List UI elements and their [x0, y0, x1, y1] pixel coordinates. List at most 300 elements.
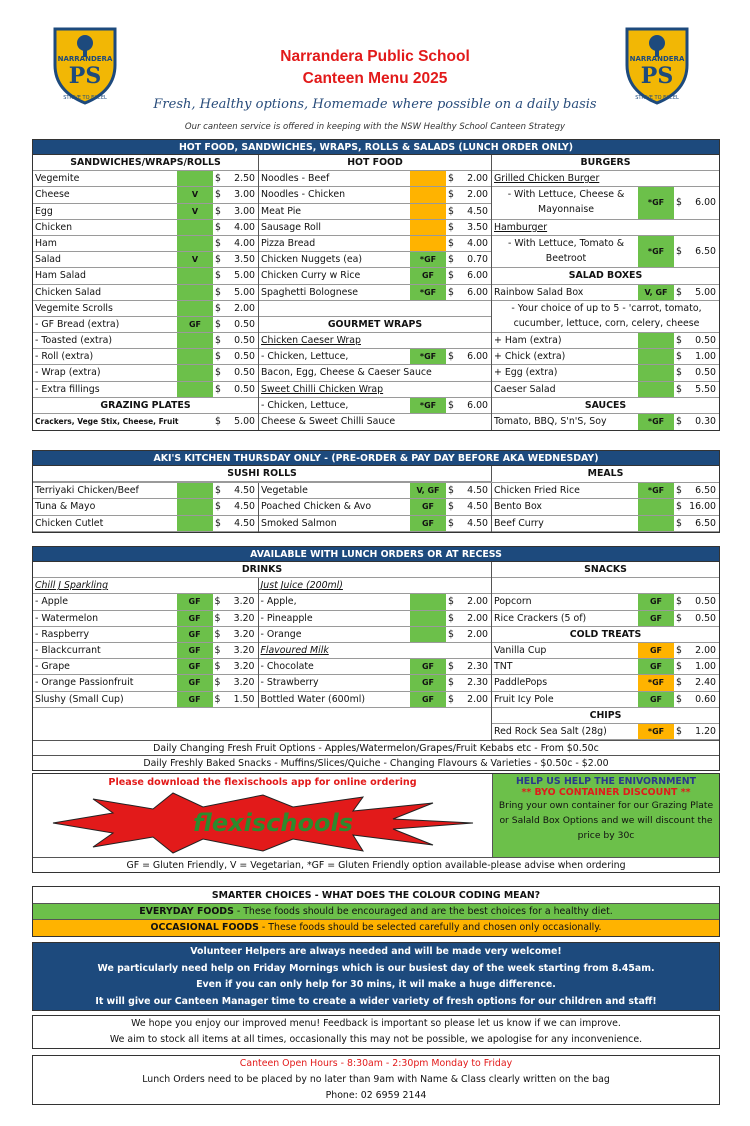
menu-title: Canteen Menu 2025	[302, 70, 448, 87]
list-item	[33, 594, 258, 610]
sushi-heading: SUSHI ROLLS	[33, 466, 492, 482]
list-item	[492, 349, 719, 365]
item-name: - Pineapple	[260, 612, 313, 624]
item-name: + Egg (extra)	[494, 367, 558, 379]
currency: $	[215, 189, 221, 201]
environment-box	[492, 774, 719, 857]
item-price: 3.00	[234, 205, 255, 217]
list-item	[259, 268, 491, 284]
item-price: 3.20	[233, 596, 255, 608]
item-name: + Ham (extra)	[494, 335, 562, 347]
item-price: 3.20	[233, 628, 255, 640]
currency: $	[676, 644, 682, 656]
currency: $	[215, 351, 221, 363]
item-price: 0.50	[695, 596, 716, 608]
diet-tag: GF	[638, 643, 674, 658]
diet-tag: *GF	[410, 285, 446, 300]
item-name: Noodles - Chicken	[261, 189, 346, 201]
list-item	[33, 187, 258, 203]
item-name: Tomato, BBQ, S'n'S, Soy	[494, 416, 607, 428]
item-price: 2.40	[695, 677, 716, 689]
diet-tag	[177, 382, 213, 397]
currency: $	[448, 677, 454, 689]
occasional-label: OCCASIONAL FOODS	[150, 922, 259, 933]
snacks-heading: SNACKS	[492, 562, 719, 578]
list-item	[33, 301, 258, 317]
section-bar: AKI'S KITCHEN THURSDAY ONLY - (PRE-ORDER & PAY DAY BEFORE AKA WEDNESDAY)	[33, 451, 719, 466]
list-item	[259, 236, 491, 252]
diet-tag	[177, 171, 213, 186]
item-price: 2.00	[467, 693, 488, 705]
juice-milk-column	[259, 578, 491, 708]
item-price: 0.50	[695, 335, 716, 347]
currency: $	[676, 612, 682, 624]
currency: $	[214, 661, 221, 673]
item-name: Chicken Nuggets (ea)	[261, 254, 363, 266]
list-item	[259, 349, 491, 365]
diet-tag	[177, 499, 213, 514]
item-price: 5.50	[695, 383, 716, 395]
currency: $	[448, 485, 454, 497]
volunteer-section	[32, 942, 720, 1011]
item-name: Rainbow Salad Box	[494, 286, 584, 298]
list-item	[492, 187, 719, 219]
item-price: 6.00	[467, 399, 488, 411]
diet-tag	[410, 627, 446, 642]
diet-tag	[177, 333, 213, 348]
list-item	[492, 285, 719, 301]
item-name: Chill J Sparkling	[35, 580, 109, 592]
list-item	[259, 285, 491, 301]
currency: $	[215, 173, 221, 185]
item-desc: Bacon, Egg, Cheese & Caeser Sauce	[261, 367, 432, 379]
item-name: Chicken	[35, 221, 73, 233]
item-price: 0.50	[234, 367, 255, 379]
diet-tag: *GF	[638, 187, 674, 218]
list-item	[33, 516, 258, 532]
list-item	[259, 365, 491, 381]
daily-snacks-note: Daily Freshly Baked Snacks - Muffins/Slices/Quiche - Changing Flavours & Varieties - $0.50c - $2.00	[33, 755, 719, 770]
list-item	[33, 236, 258, 252]
item-price: 6.00	[467, 351, 488, 363]
item-price: 6.50	[695, 485, 716, 497]
list-item	[33, 333, 258, 349]
sauces-heading: SAUCES	[492, 398, 719, 414]
item-name: Vanilla Cup	[494, 644, 547, 656]
akis-kitchen-section	[32, 450, 720, 533]
item-price: 6.00	[467, 286, 488, 298]
list-item	[492, 301, 719, 333]
list-item	[259, 204, 491, 220]
smarter-title: SMARTER CHOICES - WHAT DOES THE COLOUR CODING MEAN?	[33, 887, 719, 904]
currency: $	[676, 367, 682, 379]
diet-tag	[410, 204, 446, 219]
blank-row	[492, 578, 719, 594]
list-item	[33, 627, 258, 643]
list-item	[259, 382, 491, 398]
school-name: Narrandera Public School	[280, 48, 470, 65]
diet-tag	[177, 301, 213, 316]
item-name: - Apple	[35, 596, 69, 608]
list-item	[492, 414, 719, 430]
diet-legend: GF = Gluten Friendly, V = Vegetarian, *GF = Gluten Friendly option available-please advise when ordering	[33, 857, 719, 873]
item-name: Chicken Salad	[35, 286, 102, 298]
item-name: - Watermelon	[35, 612, 99, 624]
item-name: - Strawberry	[260, 677, 319, 689]
list-item	[259, 171, 491, 187]
list-item	[492, 365, 719, 381]
feedback-line-2: We aim to stock all items at all times, occasionally this may not be possible, we apologise for any inconvenience.	[109, 1034, 643, 1045]
item-price: 4.00	[234, 221, 255, 233]
currency: $	[215, 205, 221, 217]
item-price: 0.50	[234, 383, 255, 395]
item-name: - Toasted (extra)	[35, 335, 112, 347]
item-name: Bento Box	[494, 501, 542, 513]
everyday-text: - These foods should be encouraged and are the best choices for a healthy diet.	[233, 906, 613, 917]
item-name: - Chocolate	[260, 661, 314, 673]
lunch-order-note: Lunch Orders need to be placed by no later than 9am with Name & Class clearly written on the bag	[142, 1074, 610, 1085]
list-item	[259, 594, 491, 610]
list-item	[492, 382, 719, 398]
list-item	[259, 675, 491, 691]
diet-tag	[177, 365, 213, 380]
item-price: 4.00	[467, 237, 488, 249]
hours-section	[32, 1055, 720, 1105]
currency: $	[448, 173, 454, 185]
occasional-row	[33, 920, 719, 936]
flexischools-logo	[33, 791, 492, 855]
list-item	[492, 675, 719, 691]
item-price: 4.50	[467, 205, 488, 217]
diet-tag: GF	[177, 659, 213, 674]
item-name: Cheese	[35, 189, 70, 201]
currency: $	[215, 416, 221, 427]
blank-row	[259, 301, 491, 317]
diet-tag	[177, 483, 213, 498]
item-price: 0.60	[695, 693, 716, 705]
diet-tag	[638, 499, 674, 514]
item-name: Noodles - Beef	[261, 173, 330, 185]
item-name: + Chick (extra)	[494, 351, 566, 363]
list-item	[259, 220, 491, 236]
item-price: 2.30	[467, 677, 488, 689]
currency: $	[215, 237, 221, 249]
item-name: Ham Salad	[35, 270, 86, 282]
currency: $	[676, 383, 682, 395]
item-price: 5.00	[234, 270, 255, 282]
diet-tag	[410, 611, 446, 626]
item-price: 2.00	[467, 173, 488, 185]
item-price: 2.30	[467, 661, 488, 673]
list-item	[259, 398, 491, 414]
currency: $	[676, 335, 682, 347]
smarter-choices-section	[32, 886, 720, 937]
item-name: Salad	[35, 254, 61, 266]
list-item	[492, 611, 719, 627]
item-price: 4.50	[234, 485, 255, 497]
diet-tag	[410, 171, 446, 186]
item-price: 0.30	[695, 416, 716, 428]
item-name: Poached Chicken & Avo	[261, 501, 372, 513]
diet-tag: V	[177, 187, 213, 202]
diet-tag: *GF	[638, 414, 674, 430]
diet-tag: GF	[410, 268, 446, 283]
occasional-text: - These foods should be selected carefully and chosen only occasionally.	[258, 922, 602, 933]
item-desc: - With Lettuce, Tomato & Beetroot	[507, 237, 625, 264]
flexischools-brand: flexischools	[193, 809, 353, 837]
item-price: 1.00	[695, 661, 716, 673]
list-item	[492, 499, 719, 515]
item-price: 2.00	[467, 612, 488, 624]
item-price: 2.00	[467, 189, 488, 201]
currency: $	[676, 661, 682, 673]
sandwiches-column	[33, 155, 259, 430]
list-item	[33, 285, 258, 301]
currency: $	[215, 383, 221, 395]
currency: $	[215, 270, 221, 282]
item-price: 2.00	[695, 644, 716, 656]
chips-heading: CHIPS	[492, 708, 719, 724]
item-name: Chicken Cutlet	[35, 517, 104, 529]
diet-tag	[638, 516, 674, 531]
currency: $	[215, 302, 221, 314]
cold-heading: COLD TREATS	[492, 627, 719, 643]
currency: $	[676, 286, 682, 298]
logo-school-name: NARRANDERA	[629, 55, 685, 63]
logo-initials: PS	[68, 63, 102, 89]
list-item	[259, 187, 491, 203]
phone-number: Phone: 02 6959 2144	[325, 1090, 427, 1101]
item-name: Pizza Bread	[261, 237, 316, 249]
item-name: Slushy (Small Cup)	[35, 693, 124, 705]
currency: $	[448, 189, 454, 201]
item-price: 3.20	[233, 644, 255, 656]
page-header	[0, 0, 750, 140]
diet-tag	[177, 285, 213, 300]
list-item	[259, 627, 491, 643]
item-price: 1.20	[695, 725, 716, 737]
item-name: - Wrap (extra)	[35, 367, 101, 379]
list-item	[33, 499, 258, 515]
list-item	[259, 692, 491, 708]
item-name: Popcorn	[494, 596, 532, 608]
item-name: Chicken Caeser Wrap	[261, 335, 361, 347]
list-item	[259, 414, 491, 430]
item-name: Sweet Chilli Chicken Wrap	[261, 383, 384, 395]
diet-tag: *GF	[638, 483, 674, 498]
item-name: Chicken Curry w Rice	[261, 270, 361, 282]
diet-tag: GF	[638, 659, 674, 674]
diet-tag: *GF	[410, 398, 446, 413]
drinks-heading: DRINKS	[33, 562, 491, 578]
currency: $	[448, 399, 454, 411]
item-price: 2.00	[467, 596, 488, 608]
item-price: 5.00	[234, 286, 255, 298]
item-name: Bottled Water (600ml)	[260, 693, 365, 705]
diet-tag: GF	[638, 594, 674, 609]
byo-title: ** BYO CONTAINER DISCOUNT **	[521, 787, 691, 798]
section-bar: AVAILABLE WITH LUNCH ORDERS OR AT RECESS	[33, 547, 719, 562]
item-price: 2.00	[467, 628, 488, 640]
wraps-heading: GOURMET WRAPS	[259, 317, 491, 333]
item-name: Fruit Icy Pole	[494, 693, 554, 705]
hot-food-section	[32, 139, 720, 431]
currency: $	[676, 485, 682, 497]
currency: $	[448, 612, 454, 624]
item-name: Vegemite	[35, 173, 80, 185]
item-price: 16.00	[689, 501, 716, 513]
currency: $	[676, 693, 682, 705]
list-item	[33, 611, 258, 627]
item-price: 3.20	[233, 677, 255, 689]
item-name: - Orange	[260, 628, 302, 640]
item-name: Just Juice (200ml)	[260, 580, 343, 592]
currency: $	[215, 221, 221, 233]
item-name: Vegetable	[261, 485, 308, 497]
item-price: 3.50	[234, 254, 255, 266]
diet-tag	[177, 516, 213, 531]
currency: $	[676, 351, 682, 363]
diet-tag	[177, 268, 213, 283]
everyday-row	[33, 904, 719, 920]
item-desc: - Chicken, Lettuce,	[261, 399, 349, 411]
diet-tag: GF	[177, 611, 213, 626]
list-item	[492, 236, 719, 268]
diet-tag: GF	[410, 499, 446, 514]
column-heading: SANDWICHES/WRAPS/ROLLS	[33, 155, 258, 171]
item-desc: - With Lettuce, Cheese & Mayonnaise	[507, 189, 625, 216]
salad-heading: SALAD BOXES	[492, 268, 719, 284]
currency: $	[448, 286, 454, 298]
diet-tag	[177, 236, 213, 251]
list-item	[33, 317, 258, 333]
volunteer-line-1: Volunteer Helpers are always needed and will be made very welcome!	[190, 946, 562, 957]
sushi-column-a	[33, 483, 259, 532]
list-item	[33, 659, 258, 675]
item-name: Smoked Salmon	[261, 517, 337, 529]
diet-tag: *GF	[638, 675, 674, 690]
logo-motto: STRIVE TO EXCEL	[635, 95, 679, 101]
item-price: 3.00	[234, 189, 255, 201]
item-price: 4.00	[234, 237, 255, 249]
currency: $	[214, 677, 221, 689]
diet-tag	[177, 220, 213, 235]
diet-tag: GF	[177, 594, 213, 609]
item-price: 4.50	[467, 485, 488, 497]
item-name: Tuna & Mayo	[35, 501, 96, 513]
item-name: Rice Crackers (5 of)	[494, 612, 587, 624]
currency: $	[676, 677, 682, 689]
diet-tag: *GF	[638, 236, 674, 267]
item-name: Ham	[35, 237, 57, 249]
item-price: 2.00	[234, 302, 255, 314]
diet-tag: *GF	[410, 252, 446, 267]
item-price: 4.50	[234, 501, 255, 513]
item-desc: - Your choice of up to 5 - 'carrot, tomato, cucumber, lettuce, corn, celery, cheese	[511, 302, 702, 329]
list-item	[33, 382, 258, 398]
list-item	[492, 724, 719, 740]
tagline: Fresh, Healthy options, Homemade where possible on a daily basis	[153, 97, 597, 112]
strategy-note: Our canteen service is offered in keeping with the NSW Healthy School Canteen Strategy	[184, 122, 566, 132]
currency: $	[214, 693, 221, 705]
currency: $	[448, 628, 454, 640]
list-item	[33, 483, 258, 499]
list-item	[492, 659, 719, 675]
school-logo-right	[617, 25, 697, 107]
diet-tag: *GF	[410, 349, 446, 364]
currency: $	[676, 596, 682, 608]
currency: $	[676, 197, 682, 209]
list-item	[492, 516, 719, 532]
list-item	[492, 333, 719, 349]
currency: $	[215, 335, 221, 347]
feedback-section	[32, 1015, 720, 1049]
currency: $	[214, 644, 221, 656]
logo-initials: PS	[640, 63, 674, 89]
diet-tag	[638, 382, 674, 397]
currency: $	[215, 286, 221, 298]
list-item	[259, 659, 491, 675]
item-price: 1.00	[695, 351, 716, 363]
diet-tag: GF	[410, 692, 446, 707]
item-name: - Grape	[35, 661, 70, 673]
item-price: 5.00	[234, 416, 255, 427]
burgers-column	[492, 155, 719, 430]
diet-tag: V, GF	[410, 483, 446, 498]
item-price: 0.50	[695, 367, 716, 379]
item-name: Grilled Chicken Burger	[494, 173, 600, 185]
item-name: - Raspberry	[35, 628, 90, 640]
meals-heading: MEALS	[587, 468, 624, 479]
diet-tag	[638, 365, 674, 380]
diet-tag: GF	[177, 675, 213, 690]
diet-tag	[410, 594, 446, 609]
meals-column	[492, 483, 719, 532]
item-price: 2.50	[234, 173, 255, 185]
item-name: - Orange Passionfruit	[35, 677, 134, 689]
list-item	[259, 611, 491, 627]
currency: $	[676, 416, 682, 428]
item-price: 0.50	[234, 335, 255, 347]
item-price: 3.20	[233, 612, 255, 624]
list-item	[259, 578, 491, 594]
diet-tag	[410, 236, 446, 251]
diet-tag	[410, 220, 446, 235]
list-item	[33, 365, 258, 381]
currency: $	[215, 501, 221, 513]
grazing-item	[33, 414, 258, 430]
currency: $	[448, 501, 454, 513]
item-price: 6.50	[695, 517, 716, 529]
item-name: Chicken Fried Rice	[494, 485, 580, 497]
currency: $	[448, 237, 454, 249]
currency: $	[676, 245, 682, 257]
download-note: Please download the flexischools app for online ordering	[108, 777, 417, 788]
item-price: 0.50	[234, 351, 255, 363]
list-item	[259, 483, 491, 499]
item-name: PaddlePops	[494, 677, 548, 689]
list-item	[33, 578, 258, 594]
logo-school-name: NARRANDERA	[57, 55, 113, 63]
currency: $	[448, 517, 454, 529]
open-hours: Canteen Open Hours - 8:30am - 2:30pm Monday to Friday	[239, 1058, 513, 1069]
currency: $	[448, 205, 454, 217]
diet-tag: GF	[638, 611, 674, 626]
diet-tag: GF	[177, 692, 213, 707]
diet-tag: GF	[177, 317, 213, 332]
currency: $	[214, 596, 221, 608]
item-name: Flavoured Milk	[260, 644, 329, 656]
